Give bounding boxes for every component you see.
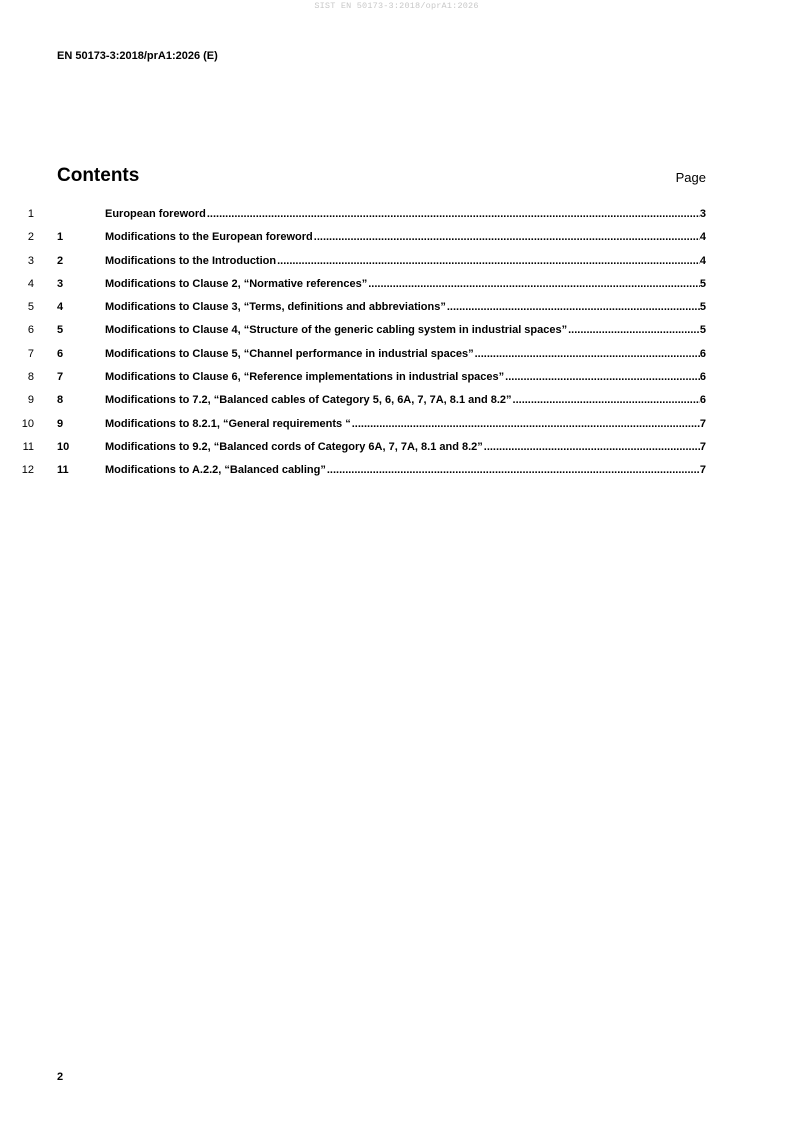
dot-leader xyxy=(505,369,700,385)
table-of-contents xyxy=(0,206,793,486)
dot-leader xyxy=(568,322,700,338)
toc-entry-link[interactable] xyxy=(57,439,706,455)
dot-leader xyxy=(207,206,700,222)
toc-row xyxy=(0,206,793,229)
toc-page-number: 6 xyxy=(699,347,706,360)
dot-leader xyxy=(484,439,700,455)
toc-entry-title: Modifications to the Introduction xyxy=(105,254,277,267)
clause-number: 8 xyxy=(57,394,64,407)
page-column-label: Page xyxy=(675,170,706,185)
toc-row xyxy=(0,229,793,252)
toc-entry-title: Modifications to A.2.2, “Balanced cabling” xyxy=(105,464,326,477)
document-identifier: EN 50173-3:2018/prA1:2026 (E) xyxy=(57,50,218,62)
clause-number: 5 xyxy=(57,324,64,337)
line-number: 7 xyxy=(27,347,34,360)
dot-leader xyxy=(447,299,700,315)
line-number: 8 xyxy=(27,371,34,384)
contents-heading: Contents xyxy=(57,165,140,186)
dot-leader xyxy=(368,276,700,292)
toc-entry-title: European foreword xyxy=(105,208,206,220)
toc-entry-title: Modifications to 9.2, “Balanced cords of Category 6A, 7, 7A, 8.1 and 8.2” xyxy=(105,440,483,453)
toc-entry-title: Modifications to Clause 5, “Channel performance in industrial spaces” xyxy=(105,347,474,360)
toc-entry-title: Modifications to 8.2.1, “General requirements “ xyxy=(105,417,351,430)
dot-leader xyxy=(475,346,700,362)
toc-row xyxy=(0,299,793,322)
toc-row xyxy=(0,322,793,345)
toc-page-number: 3 xyxy=(699,208,706,220)
dot-leader xyxy=(314,229,700,245)
clause-number: 10 xyxy=(57,440,70,453)
toc-entry-title: Modifications to Clause 3, “Terms, definitions and abbreviations” xyxy=(105,301,446,314)
dot-leader xyxy=(277,253,700,269)
toc-page-number: 5 xyxy=(699,301,706,314)
toc-row xyxy=(0,346,793,369)
toc-page-number: 5 xyxy=(699,324,706,337)
clause-number: 1 xyxy=(57,231,64,244)
dot-leader xyxy=(327,462,700,478)
toc-page-number: 7 xyxy=(699,417,706,430)
watermark: SIST EN 50173-3:2018/oprA1:2026 xyxy=(314,1,479,11)
line-number: 6 xyxy=(27,324,34,337)
dot-leader xyxy=(352,416,700,432)
toc-page-number: 4 xyxy=(699,231,706,244)
toc-page-number: 5 xyxy=(699,277,706,290)
toc-entry-link[interactable] xyxy=(57,392,706,408)
toc-entry-title: Modifications to Clause 6, “Reference implementations in industrial spaces” xyxy=(105,371,505,384)
toc-entry-link[interactable] xyxy=(57,369,706,385)
toc-page-number: 7 xyxy=(699,440,706,453)
clause-number: 2 xyxy=(57,254,64,267)
toc-entry-link[interactable] xyxy=(57,322,706,338)
line-number: 9 xyxy=(27,394,34,407)
page-number: 2 xyxy=(57,1071,64,1083)
line-number: 3 xyxy=(27,254,34,267)
line-number: 10 xyxy=(21,417,34,430)
clause-number: 7 xyxy=(57,371,64,384)
line-number: 12 xyxy=(21,464,34,477)
toc-entry-link[interactable] xyxy=(57,253,706,269)
line-number: 11 xyxy=(22,440,34,453)
toc-page-number: 6 xyxy=(699,371,706,384)
dot-leader xyxy=(513,392,700,408)
toc-entry-link[interactable] xyxy=(57,299,706,315)
line-number: 2 xyxy=(27,231,34,244)
clause-number: 6 xyxy=(57,347,64,360)
line-number: 4 xyxy=(27,277,34,290)
toc-row xyxy=(0,439,793,462)
toc-row xyxy=(0,276,793,299)
toc-row xyxy=(0,416,793,439)
toc-page-number: 4 xyxy=(699,254,706,267)
toc-entry-title: Modifications to Clause 2, “Normative references” xyxy=(105,277,368,290)
clause-number: 9 xyxy=(57,417,64,430)
toc-row xyxy=(0,462,793,485)
clause-number: 4 xyxy=(57,301,64,314)
toc-entry-link[interactable] xyxy=(57,276,706,292)
toc-entry-title: Modifications to 7.2, “Balanced cables of Category 5, 6, 6A, 7, 7A, 8.1 and 8.2” xyxy=(105,394,512,407)
toc-page-number: 7 xyxy=(699,464,706,477)
toc-entry-link[interactable] xyxy=(57,206,706,222)
clause-number: 3 xyxy=(57,277,64,290)
toc-row xyxy=(0,369,793,392)
toc-entry-link[interactable] xyxy=(57,462,706,478)
toc-entry-title: Modifications to the European foreword xyxy=(105,231,313,244)
toc-row xyxy=(0,392,793,415)
toc-entry-link[interactable] xyxy=(57,416,706,432)
toc-entry-link[interactable] xyxy=(57,229,706,245)
toc-entry-link[interactable] xyxy=(57,346,706,362)
line-number: 5 xyxy=(27,301,34,314)
toc-entry-title: Modifications to Clause 4, “Structure of the generic cabling system in industrial spaces” xyxy=(105,324,568,337)
clause-number: 11 xyxy=(57,464,69,477)
line-number: 1 xyxy=(27,208,34,220)
toc-row xyxy=(0,253,793,276)
toc-page-number: 6 xyxy=(699,394,706,407)
